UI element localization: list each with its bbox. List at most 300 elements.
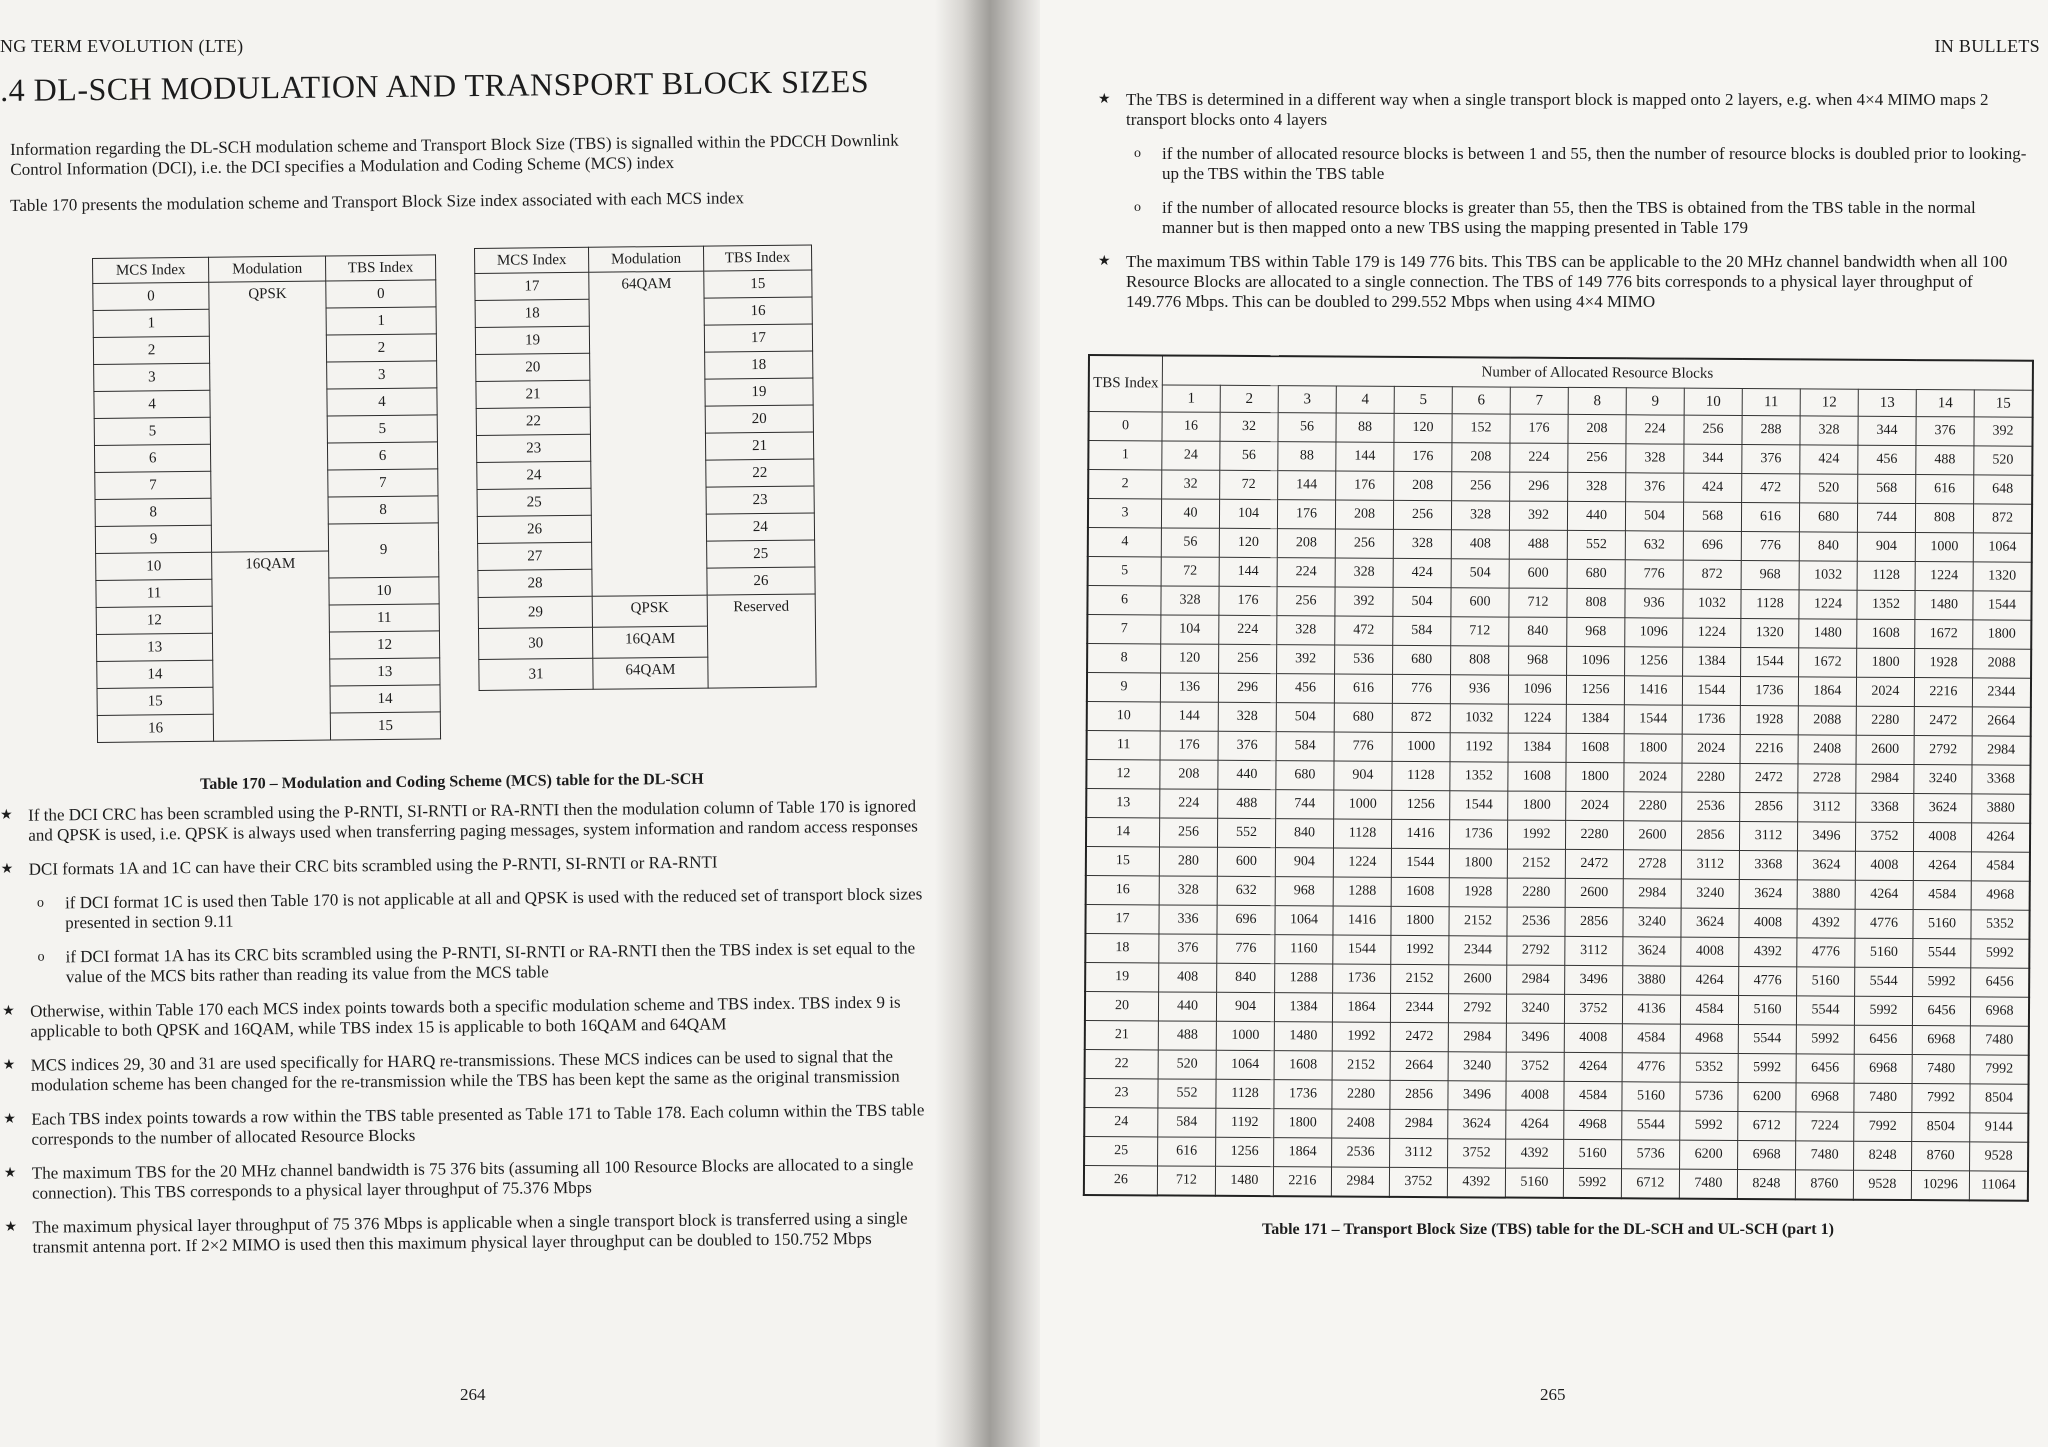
tbs-index-cell: 9 — [328, 523, 439, 578]
col-header-tbs-index: TBS Index — [703, 245, 811, 271]
mcs-index-cell: 11 — [96, 579, 212, 607]
tbs-value-cell: 1736 — [1333, 964, 1391, 993]
tbs-value-cell: 1352 — [1857, 590, 1915, 619]
tbs-value-cell: 936 — [1625, 589, 1683, 618]
tbs-value-cell: 1128 — [1857, 561, 1915, 590]
tbs-value-cell: 3112 — [1798, 793, 1856, 822]
tbs-value-cell: 616 — [1916, 475, 1974, 504]
rb-column-header: 8 — [1568, 387, 1626, 414]
tbs-value-cell: 1736 — [1274, 1080, 1332, 1109]
tbs-value-cell: 4008 — [1913, 823, 1971, 852]
tbs-value-cell: 600 — [1509, 559, 1567, 588]
tbs-value-cell: 152 — [1452, 414, 1510, 443]
star-bullet-icon: ★ — [2, 1003, 15, 1019]
tbs-value-cell: 568 — [1858, 474, 1916, 503]
bullet-text: Each TBS index points towards a row within the TBS table presented as Table 171 to Table 178. Each column within the TBS table corresponds to the number of allocated Resource Blocks — [31, 1100, 925, 1149]
tbs-value-cell: 568 — [1683, 502, 1741, 531]
tbs-value-cell: 5544 — [1738, 1024, 1796, 1053]
tbs-value-cell: 1608 — [1508, 762, 1566, 791]
tbs-value-cell: 696 — [1217, 905, 1275, 934]
tbs-value-cell: 8248 — [1854, 1141, 1912, 1170]
tbs-value-cell: 4008 — [1681, 937, 1739, 966]
mcs-index-cell: 15 — [97, 687, 213, 715]
tbs-value-cell: 224 — [1219, 615, 1277, 644]
mcs-table-part-b — [474, 244, 817, 691]
tbs-value-cell: 3752 — [1855, 822, 1913, 851]
tbs-row-index-cell: 20 — [1085, 991, 1159, 1020]
tbs-value-cell: 4968 — [1971, 881, 2030, 910]
tbs-value-cell: 632 — [1217, 876, 1275, 905]
tbs-value-cell: 2280 — [1624, 792, 1682, 821]
tbs-value-cell: 392 — [1335, 587, 1393, 616]
bullet-text: if DCI format 1C is used then Table 170 is not applicable at all and QPSK is used with the reduced set of transport block sizes presented in section 9.11 — [64, 884, 923, 933]
tbs-value-cell: 488 — [1218, 789, 1276, 818]
tbs-value-cell: 4584 — [1622, 1024, 1680, 1053]
tbs-value-cell: 256 — [1393, 500, 1451, 529]
tbs-value-cell: 328 — [1161, 586, 1219, 615]
tbs-value-cell: 1128 — [1333, 819, 1391, 848]
tbs-value-cell: 376 — [1742, 444, 1800, 473]
tbs-value-cell: 32 — [1162, 470, 1220, 499]
tbs-value-cell: 5160 — [1738, 995, 1796, 1024]
tbs-value-cell: 600 — [1217, 847, 1275, 876]
tbs-value-cell: 1256 — [1566, 675, 1624, 704]
star-bullet-icon: ★ — [1098, 254, 1111, 269]
tbs-value-cell: 4392 — [1447, 1168, 1505, 1198]
tbs-value-cell: 680 — [1334, 703, 1392, 732]
tbs-value-cell: 1032 — [1683, 589, 1741, 618]
tbs-value-cell: 56 — [1220, 441, 1278, 470]
tbs-value-cell: 56 — [1278, 413, 1336, 442]
mcs-index-cell: 4 — [94, 390, 210, 418]
tbs-value-cell: 712 — [1451, 617, 1509, 646]
tbs-value-cell: 7480 — [1796, 1141, 1854, 1170]
tbs-value-cell: 120 — [1219, 528, 1277, 557]
tbs-value-cell: 2344 — [1390, 993, 1448, 1022]
tbs-value-cell: 1544 — [1624, 705, 1682, 734]
mcs-index-cell: 31 — [479, 658, 593, 690]
tbs-value-cell: 408 — [1159, 963, 1217, 992]
tbs-value-cell: 6968 — [1854, 1054, 1912, 1083]
tbs-value-cell: 2856 — [1681, 821, 1739, 850]
tbs-value-cell: 632 — [1625, 531, 1683, 560]
bullet-item — [4, 1208, 939, 1258]
tbs-value-cell: 2472 — [1565, 849, 1623, 878]
tbs-index-cell: 15 — [704, 270, 812, 298]
tbs-value-cell: 1608 — [1566, 733, 1624, 762]
tbs-value-cell: 424 — [1800, 445, 1858, 474]
tbs-value-cell: 4264 — [1971, 823, 2030, 852]
tbs-value-cell: 3752 — [1389, 1167, 1447, 1197]
circle-bullet-icon: o — [36, 895, 45, 911]
left-page — [0, 0, 960, 1447]
tbs-row-index-cell: 10 — [1087, 701, 1161, 730]
tbs-value-cell: 744 — [1857, 503, 1915, 532]
tbs-value-cell: 1800 — [1449, 849, 1507, 878]
tbs-row-index-cell: 3 — [1088, 499, 1162, 528]
mcs-index-cell: 13 — [96, 633, 212, 661]
tbs-row-index-cell: 26 — [1084, 1165, 1158, 1195]
tbs-value-cell: 648 — [1974, 475, 2033, 504]
tbs-value-cell: 328 — [1335, 558, 1393, 587]
bullet-text: if DCI format 1A has its CRC bits scrambled using the P-RNTI, SI-RNTI or RA-RNTI then the TBS index is set equal to the value of the MCS bits rather than reading its value from the MCS table — [65, 938, 916, 987]
tbs-value-cell: 104 — [1161, 615, 1219, 644]
modulation-cell: QPSK — [592, 595, 707, 627]
tbs-value-cell: 536 — [1335, 645, 1393, 674]
tbs-value-cell: 1544 — [1333, 935, 1391, 964]
tbs-value-cell: 840 — [1275, 819, 1333, 848]
tbs-value-cell: 4776 — [1622, 1053, 1680, 1082]
tbs-value-cell: 4584 — [1971, 852, 2030, 881]
bullet-item — [3, 1100, 938, 1150]
tbs-value-cell: 7480 — [1854, 1083, 1912, 1112]
tbs-value-cell: 3112 — [1681, 850, 1739, 879]
mcs-index-cell: 9 — [95, 525, 211, 553]
tbs-value-cell: 1224 — [1333, 848, 1391, 877]
tbs-value-cell: 1608 — [1274, 1051, 1332, 1080]
tbs-value-cell: 296 — [1510, 472, 1568, 501]
mcs-index-cell: 8 — [95, 498, 211, 526]
tbs-value-cell: 696 — [1683, 531, 1741, 560]
tbs-value-cell: 5544 — [1796, 996, 1854, 1025]
tbs-row-index-cell: 8 — [1087, 644, 1161, 673]
mcs-index-cell: 17 — [475, 272, 589, 300]
tbs-value-cell: 488 — [1916, 446, 1974, 475]
tbs-value-cell: 6712 — [1738, 1111, 1796, 1140]
mcs-index-cell: 12 — [96, 606, 212, 634]
tbs-value-cell: 328 — [1393, 529, 1451, 558]
tbs-value-cell: 3752 — [1448, 1139, 1506, 1168]
tbs-value-cell: 3624 — [1914, 794, 1972, 823]
tbs-value-cell: 840 — [1799, 532, 1857, 561]
tbs-value-cell: 5736 — [1622, 1140, 1680, 1169]
tbs-value-cell: 208 — [1160, 760, 1218, 789]
tbs-value-cell: 584 — [1393, 616, 1451, 645]
tbs-value-cell: 1128 — [1392, 761, 1450, 790]
tbs-value-cell: 1064 — [1275, 906, 1333, 935]
tbs-index-cell: 18 — [704, 351, 812, 379]
rb-column-header: 3 — [1278, 386, 1336, 413]
tbs-value-cell: 10296 — [1911, 1171, 1969, 1201]
tbs-value-cell: 424 — [1684, 473, 1742, 502]
tbs-value-cell: 224 — [1160, 789, 1218, 818]
tbs-row-index-cell: 23 — [1084, 1078, 1158, 1107]
star-bullet-icon: ★ — [2, 1057, 16, 1073]
tbs-value-cell: 504 — [1276, 703, 1334, 732]
tbs-value-cell: 2728 — [1623, 850, 1681, 879]
tbs-value-cell: 256 — [1452, 472, 1510, 501]
tbs-value-cell: 552 — [1158, 1079, 1216, 1108]
tbs-value-cell: 1544 — [1391, 848, 1449, 877]
tbs-value-cell: 72 — [1220, 470, 1278, 499]
tbs-value-cell: 5992 — [1796, 1025, 1854, 1054]
tbs-value-cell: 1096 — [1567, 646, 1625, 675]
modulation-cell: 64QAM — [593, 657, 708, 689]
tbs-value-cell: 1032 — [1450, 704, 1508, 733]
tbs-value-cell: 1224 — [1915, 562, 1973, 591]
page-number-left: 264 — [460, 1385, 486, 1404]
tbs-value-cell: 328 — [1568, 472, 1626, 501]
mcs-index-cell: 2 — [93, 336, 209, 364]
bullet-item — [2, 992, 937, 1042]
tbs-value-cell: 4392 — [1797, 909, 1855, 938]
tbs-value-cell: 2280 — [1332, 1080, 1390, 1109]
tbs-index-cell: 2 — [326, 334, 436, 362]
tbs-table-row — [1084, 1165, 2028, 1200]
tbs-value-cell: 6456 — [1854, 1025, 1912, 1054]
tbs-value-cell: 680 — [1567, 559, 1625, 588]
tbs-value-cell: 1928 — [1740, 705, 1798, 734]
tbs-value-cell: 1064 — [1216, 1050, 1274, 1079]
bullet-item — [0, 796, 935, 846]
rb-column-header: 11 — [1742, 388, 1800, 415]
bullet-text: If the DCI CRC has been scrambled using the P-RNTI, SI-RNTI or RA-RNTI then the modulation column of Table 170 is ignored and QPSK is used, i.e. QPSK is always used when transferring paging messages, system information and random access responses — [27, 796, 918, 845]
tbs-value-cell: 1864 — [1274, 1138, 1332, 1167]
tbs-value-cell: 2216 — [1740, 734, 1798, 763]
tbs-value-cell: 1608 — [1857, 619, 1915, 648]
tbs-value-cell: 288 — [1742, 415, 1800, 444]
tbs-value-cell: 2216 — [1914, 678, 1972, 707]
tbs-index-cell: 17 — [704, 324, 812, 352]
left-bullet-list — [0, 796, 940, 1272]
circle-bullet-icon: o — [1134, 200, 1141, 215]
tbs-value-cell: 5544 — [1913, 939, 1971, 968]
tbs-value-cell: 1224 — [1799, 590, 1857, 619]
tbs-row-index-cell: 16 — [1086, 875, 1160, 904]
tbs-value-cell: 1864 — [1332, 993, 1390, 1022]
star-bullet-icon: ★ — [3, 1111, 16, 1127]
bullet-text: if the number of allocated resource blocks is greater than 55, then the TBS is obtained from the TBS table in the normal manner but is then mapped onto a new TBS using the mapping presented in Table 179 — [1162, 198, 1976, 237]
tbs-value-cell: 904 — [1334, 761, 1392, 790]
tbs-value-cell: 8504 — [1912, 1113, 1970, 1142]
tbs-value-cell: 5992 — [1971, 939, 2030, 968]
mcs-index-cell: 21 — [476, 380, 590, 408]
tbs-value-cell: 6968 — [1796, 1083, 1854, 1112]
tbs-value-cell: 1288 — [1333, 877, 1391, 906]
tbs-value-cell: 1128 — [1216, 1079, 1274, 1108]
tbs-value-cell: 520 — [1158, 1050, 1216, 1079]
tbs-value-cell: 2664 — [1390, 1051, 1448, 1080]
tbs-index-cell: 15 — [330, 712, 440, 740]
tbs-value-cell: 520 — [1800, 474, 1858, 503]
tbs-value-cell: 208 — [1277, 529, 1335, 558]
tbs-index-cell: 23 — [706, 486, 814, 514]
tbs-value-cell: 4584 — [1680, 995, 1738, 1024]
tbs-value-cell: 3240 — [1681, 879, 1739, 908]
bullet-text: if the number of allocated resource blocks is between 1 and 55, then the number of resource blocks is doubled prior to looking-up the TBS within the TBS table — [1162, 144, 2027, 183]
col-header-tbs-index: TBS Index — [325, 255, 435, 281]
tbs-value-cell: 4008 — [1739, 908, 1797, 937]
col-header-modulation: Modulation — [589, 246, 704, 272]
tbs-value-cell: 3624 — [1681, 908, 1739, 937]
tbs-value-cell: 144 — [1336, 442, 1394, 471]
bullet-text: The maximum TBS within Table 179 is 149 776 bits. This TBS can be applicable to the 20 MHz channel bandwidth when all 100 Resource Blocks are allocated to a single connection. The TBS of 149 776 bits corresponds to a physical layer throughput of 149.776 Mbps. This can be doubled to 299.552 Mbps when using 4×4 MIMO — [1126, 252, 2008, 311]
tbs-value-cell: 4776 — [1797, 938, 1855, 967]
tbs-value-cell: 2024 — [1566, 791, 1624, 820]
tbs-value-cell: 376 — [1159, 934, 1217, 963]
tbs-value-cell: 3368 — [1739, 850, 1797, 879]
tbs-index-cell: 26 — [707, 567, 815, 595]
tbs-value-cell: 1928 — [1449, 878, 1507, 907]
tbs-value-cell: 1672 — [1915, 620, 1973, 649]
tbs-value-cell: 9528 — [1853, 1170, 1911, 1200]
tbs-value-cell: 120 — [1161, 644, 1219, 673]
tbs-value-cell: 176 — [1277, 500, 1335, 529]
tbs-value-cell: 328 — [1800, 416, 1858, 445]
mcs-index-cell: 18 — [475, 299, 589, 327]
tbs-index-cell: 0 — [326, 280, 436, 308]
bullet-text: The maximum physical layer throughput of 75 376 Mbps is applicable when a single transport block is transferred using a single transmit antenna port. If 2×2 MIMO is used then this maximum physical layer throughput can be doubled to 150.752 Mbps — [32, 1208, 908, 1257]
tbs-value-cell: 2152 — [1507, 849, 1565, 878]
tbs-value-cell: 2152 — [1332, 1051, 1390, 1080]
tbs-value-cell: 5160 — [1855, 938, 1913, 967]
tbs-index-cell: 25 — [706, 540, 814, 568]
tbs-value-cell: 2536 — [1332, 1138, 1390, 1167]
tbs-value-cell: 5160 — [1913, 910, 1971, 939]
tbs-value-cell: 1672 — [1799, 648, 1857, 677]
tbs-value-cell: 136 — [1160, 673, 1218, 702]
running-head-right: IN BULLETS — [1934, 36, 2040, 56]
tbs-value-cell: 3368 — [1856, 793, 1914, 822]
tbs-value-cell: 2024 — [1856, 677, 1914, 706]
mcs-table-row — [93, 280, 436, 311]
bullet-text: The maximum TBS for the 20 MHz channel bandwidth is 75 376 bits (assuming all 100 Resource Blocks are allocated to a single connection). This TBS corresponds to a physical layer throughput of 75.376 Mbps — [31, 1154, 914, 1203]
tbs-value-cell: 5352 — [1971, 910, 2030, 939]
tbs-value-cell: 504 — [1451, 559, 1509, 588]
mcs-index-cell: 1 — [93, 309, 209, 337]
tbs-value-cell: 256 — [1684, 415, 1742, 444]
tbs-value-cell: 1384 — [1508, 733, 1566, 762]
bullet-text: The TBS is determined in a different way when a single transport block is mapped onto 2 layers, e.g. when 4×4 MIMO maps 2 transport blocks onto 4 layers — [1126, 90, 1989, 129]
mcs-index-cell: 6 — [94, 444, 210, 472]
tbs-row-index-cell: 1 — [1088, 441, 1162, 470]
tbs-value-cell: 776 — [1625, 560, 1683, 589]
tbs-value-cell: 968 — [1567, 617, 1625, 646]
tbs-value-cell: 4008 — [1855, 851, 1913, 880]
tbs-value-cell: 2536 — [1682, 792, 1740, 821]
tbs-value-cell: 6968 — [1738, 1140, 1796, 1169]
tbs-value-cell: 9144 — [1970, 1113, 2029, 1142]
tbs-index-cell: 13 — [330, 658, 440, 686]
tbs-value-cell: 936 — [1450, 675, 1508, 704]
tbs-value-cell: 872 — [1392, 703, 1450, 732]
rb-column-header: 5 — [1394, 386, 1452, 413]
tbs-value-cell: 1192 — [1450, 733, 1508, 762]
tbs-value-cell: 5992 — [1738, 1053, 1796, 1082]
tbs-value-cell: 872 — [1683, 560, 1741, 589]
tbs-value-cell: 2408 — [1798, 735, 1856, 764]
tbs-value-cell: 1480 — [1274, 1022, 1332, 1051]
tbs-value-cell: 2856 — [1565, 907, 1623, 936]
tbs-value-cell: 144 — [1160, 702, 1218, 731]
tbs-value-cell: 1000 — [1334, 790, 1392, 819]
tbs-value-cell: 176 — [1219, 586, 1277, 615]
tbs-value-cell: 1160 — [1275, 935, 1333, 964]
tbs-value-cell: 328 — [1159, 876, 1217, 905]
tbs-value-cell: 72 — [1161, 557, 1219, 586]
tbs-value-cell: 456 — [1276, 674, 1334, 703]
tbs-value-cell: 4264 — [1681, 966, 1739, 995]
mcs-index-cell: 25 — [477, 488, 591, 516]
tbs-value-cell: 1000 — [1392, 732, 1450, 761]
tbs-value-cell: 88 — [1336, 413, 1394, 442]
mcs-index-cell: 28 — [478, 569, 592, 597]
tbs-value-cell: 616 — [1741, 502, 1799, 531]
tbs-value-cell: 176 — [1160, 731, 1218, 760]
tbs-value-cell: 344 — [1858, 416, 1916, 445]
mcs-index-cell: 10 — [96, 552, 212, 580]
tbs-value-cell: 1544 — [1682, 676, 1740, 705]
mcs-index-cell: 26 — [477, 515, 591, 543]
tbs-value-cell: 4264 — [1913, 852, 1971, 881]
tbs-value-cell: 2280 — [1682, 763, 1740, 792]
tbs-value-cell: 1384 — [1274, 993, 1332, 1022]
tbs-value-cell: 104 — [1219, 499, 1277, 528]
tbs-value-cell: 208 — [1452, 443, 1510, 472]
page-number-right: 265 — [1540, 1385, 1566, 1404]
tbs-row-index-cell: 12 — [1086, 759, 1160, 788]
star-bullet-icon: ★ — [4, 1219, 18, 1235]
tbs-value-cell: 2536 — [1507, 907, 1565, 936]
tbs-value-cell: 1320 — [1973, 562, 2032, 591]
book-gutter — [935, 0, 1045, 1447]
tbs-value-cell: 4264 — [1855, 880, 1913, 909]
tbs-value-cell: 8760 — [1795, 1170, 1853, 1200]
tbs-value-cell: 1800 — [1508, 791, 1566, 820]
tbs-value-cell: 2984 — [1390, 1109, 1448, 1138]
tbs-value-cell: 2600 — [1856, 735, 1914, 764]
tbs-value-cell: 2088 — [1973, 649, 2032, 678]
tbs-value-cell: 1352 — [1450, 762, 1508, 791]
tbs-value-cell: 840 — [1509, 617, 1567, 646]
tbs-value-cell: 2344 — [1972, 678, 2031, 707]
table-171-caption: Table 171 – Transport Block Size (TBS) table for the DL-SCH and UL-SCH (part 1) — [1262, 1221, 1834, 1238]
tbs-index-cell: 5 — [327, 415, 437, 443]
tbs-value-cell: 776 — [1217, 934, 1275, 963]
tbs-index-cell: 7 — [328, 469, 438, 497]
tbs-value-cell: 1256 — [1625, 647, 1683, 676]
rb-column-header: 4 — [1336, 386, 1394, 413]
tbs-value-cell: 56 — [1161, 528, 1219, 557]
tbs-value-cell: 1192 — [1216, 1108, 1274, 1137]
tbs-value-cell: 1992 — [1332, 1022, 1390, 1051]
tbs-value-cell: 1256 — [1392, 790, 1450, 819]
tbs-value-cell: 1096 — [1508, 675, 1566, 704]
rb-column-header: 9 — [1626, 388, 1684, 415]
tbs-value-cell: 872 — [1973, 504, 2032, 533]
tbs-value-cell: 144 — [1278, 471, 1336, 500]
tbs-value-cell: 1224 — [1683, 618, 1741, 647]
tbs-value-cell: 2344 — [1449, 936, 1507, 965]
tbs-value-cell: 3240 — [1448, 1052, 1506, 1081]
rb-column-header: 2 — [1220, 385, 1278, 412]
tbs-value-cell: 1480 — [1215, 1166, 1273, 1196]
tbs-value-cell: 1000 — [1915, 533, 1973, 562]
tbs-value-cell: 7992 — [1854, 1112, 1912, 1141]
tbs-value-cell: 256 — [1335, 529, 1393, 558]
tbs-index-cell: 16 — [704, 297, 812, 325]
tbs-value-cell: 488 — [1509, 530, 1567, 559]
tbs-value-cell: 1544 — [1450, 791, 1508, 820]
tbs-value-cell: 808 — [1451, 646, 1509, 675]
mcs-index-cell: 16 — [97, 714, 213, 742]
tbs-value-cell: 2408 — [1332, 1109, 1390, 1138]
mcs-index-cell: 7 — [95, 471, 211, 499]
mcs-index-cell: 5 — [94, 417, 210, 445]
tbs-value-cell: 440 — [1218, 760, 1276, 789]
tbs-value-cell: 2984 — [1331, 1167, 1389, 1197]
tbs-value-cell: 712 — [1509, 588, 1567, 617]
